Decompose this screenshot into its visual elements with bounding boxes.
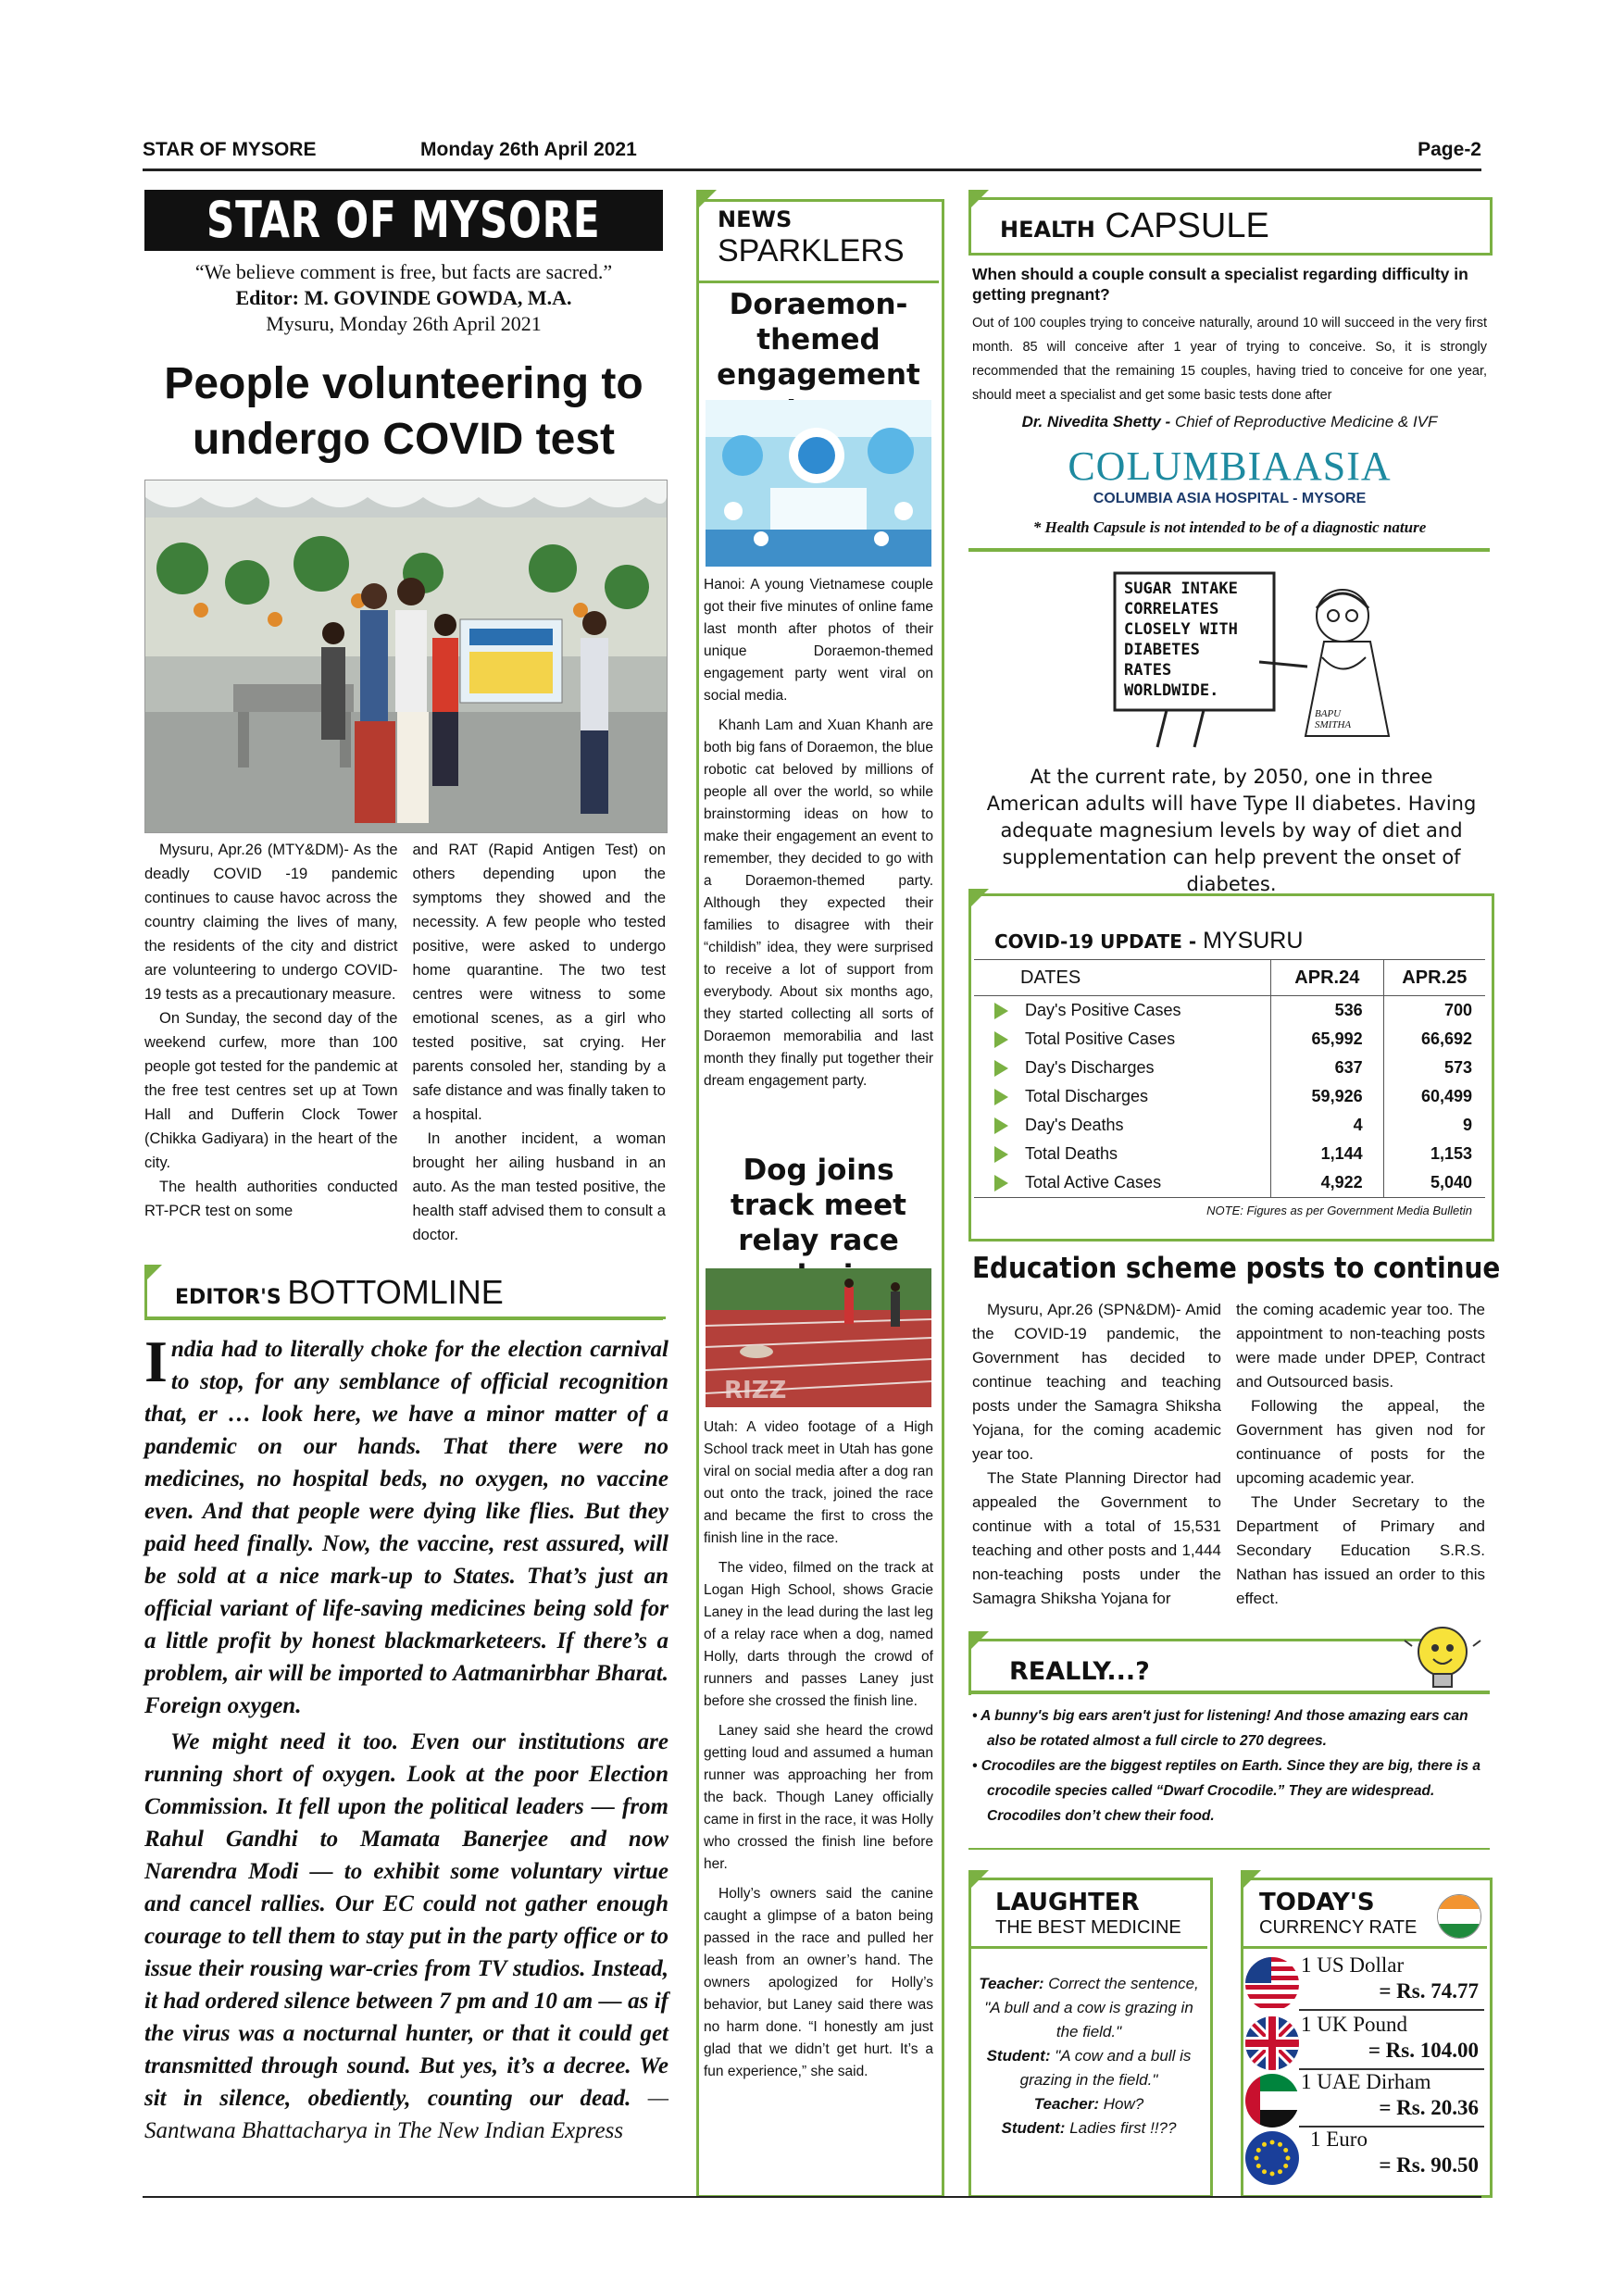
covid-row: Total Positive Cases 65,992 66,692 — [974, 1025, 1485, 1054]
covid-table — [974, 959, 1485, 1198]
col-header-apr24: APR.24 — [1271, 960, 1384, 996]
dateline: Mysuru, Monday 26th April 2021 — [266, 312, 542, 335]
education-paragraph: Mysuru, Apr.26 (SPN&DM)- Amid the COVID-19 pandemic, the Government has decided to continue teaching and teaching posts under the Samagra Shiksha Yojana, for the coming academic year too. — [972, 1301, 1221, 1463]
header-paper-name: STAR OF MYSORE — [143, 139, 317, 160]
education-body — [972, 1298, 1485, 1611]
green-corner-marker — [1241, 1870, 1261, 1890]
education-column-2 — [1236, 1298, 1485, 1611]
covid-row: Total Discharges 59,926 60,499 — [974, 1082, 1485, 1111]
green-corner-marker — [968, 190, 989, 210]
lead-story-column-2 — [413, 838, 667, 1250]
story-paragraph: Holly’s owners said the canine caught a glimpse of a baton being passed in the race and pulled her leash from an owner’s hand. The owners apologized for Holly’s behavior, but Laney said there was no harm done. “I honestly am just glad that we didn’t get hurt. It’s a fun experience,” she said. — [704, 1886, 933, 2079]
joke-line: Student: Ladies first !!?? — [1001, 2119, 1177, 2137]
covid-table-header — [974, 960, 1485, 996]
education-paragraph: the coming academic year too. The appointment to non-teaching posts were made under DPEP, Contract and Outsourced basis. — [1236, 1301, 1485, 1391]
green-corner-marker — [696, 190, 717, 210]
doraemon-party-photo — [706, 400, 931, 567]
editors-bottomline-title-box — [144, 1265, 666, 1319]
dog-race-headline: Dog joins track meet relay race — [731, 1154, 906, 1257]
health-capsule-label: HEALTH CAPSULE — [1000, 206, 1269, 245]
health-doctor — [972, 413, 1487, 431]
us-flag-icon — [1245, 1957, 1299, 2011]
covid-row: Total Active Cases 4,922 5,040 — [974, 1168, 1485, 1198]
news-sparklers-label: NEWS SPARKLERS — [718, 206, 905, 268]
health-disclaimer: * Health Capsule is not intended to be of a diagnostic nature — [1032, 518, 1427, 536]
really-facts — [972, 1703, 1486, 1828]
covid-row: Day's Positive Cases 536 700 — [974, 996, 1485, 1026]
dog-race-photo — [706, 1268, 931, 1407]
cartoon-signature: BAPU SMITHA — [1315, 708, 1352, 730]
cartoon-board-text: SUGAR INTAKE CORRELATES CLOSELY WITH DIABETES RATES WORLDWIDE. — [1124, 580, 1238, 700]
currency-rule — [1243, 1946, 1487, 1949]
footer-rule — [143, 2196, 1481, 2198]
story-paragraph: Khanh Lam and Xuan Khanh are both big fans of Doraemon, the blue robotic cat beloved by millions of people all over the world, so while brainstorming ideas on how to make their engagement an event to remember, they decided to go with a Doraemon-themed party. Although they expected their families to disagree with their “childish” idea, they were surprised to receive a lot of support from everybody. About six months ago, they started collecting all sorts of Doraemon memorabilia and last month they finally put together their dream engagement party. — [704, 718, 933, 1089]
editorial-paragraph-2: We might need it too. Even our institutions are running short of oxygen. Look at the poor Election Commission. It fell upon the political leaders — from Rahul Gandhi to Mamata Banerjee and now Narendra Modi — to exhibit some voluntary virtue and cancel rallies. Our EC could not gather enough courage to tell them to stay put in the party office or to issue their rousing war-cries from TV studios. Instead, it had ordered silence between 7 pm and 10 am — as if the virus was a nocturnal hunter, or that it could get transmitted through sound. But yes, it’s a decree. We sit in silence, obediently, counting our dead. —Santwana Bhattacharya in The New Indian Express — [144, 1729, 668, 2143]
page-header — [143, 139, 1481, 167]
green-corner-marker — [968, 1631, 989, 1652]
story-paragraph: Hanoi: A young Vietnamese couple got their five minutes of online fame last month after photos of their unique Doraemon-themed engagement party went viral on social media. — [704, 577, 933, 704]
education-paragraph: Following the appeal, the Government has given nod for continuance of posts for the upcoming academic year. — [1236, 1397, 1485, 1487]
masthead-title: STAR OF MYSORE — [144, 190, 663, 251]
covid-row: Total Deaths 1,144 1,153 — [974, 1140, 1485, 1168]
doraemon-headline: Doraemon-themed engagement — [717, 288, 920, 392]
lead-story-column-1 — [144, 838, 398, 1250]
editorial-paragraph-1: India had to literally choke for the election carnival to stop, for any semblance of official recognition that, er … look here, we have a minor matter of a pandemic on our hands. That there were no medicines, no hospital beds, no oxygen, no vaccine even. And that people were dying like flies. But they paid heed finally. Now, the vaccine, rest assured, will be sold at a nice mark-up to States. That’s just an official variant of life-saving medicines being sold for a little profit by honest blackmarketeers. If there’s a problem, air will be imported to Aatmanirbhar Bharat. Foreign oxygen. — [144, 1329, 668, 1718]
col-header-apr25: APR.25 — [1383, 960, 1485, 996]
eu-flag-icon — [1245, 2131, 1299, 2185]
currency-list — [1245, 1953, 1484, 2190]
dropcap: I — [144, 1329, 168, 1394]
doraemon-story — [704, 574, 933, 1100]
doctor-name: Dr. Nivedita Shetty - — [1021, 413, 1171, 430]
really-bottom-rule — [968, 1848, 1490, 1850]
covid-update-label: COVID-19 UPDATE - MYSURU — [994, 928, 1304, 954]
laughter-joke — [978, 1972, 1200, 2140]
really-fact: • A bunny's big ears aren't just for listening! And those amazing ears can also be rotated almost a full circle to 270 degrees. — [972, 1708, 1468, 1749]
health-rule — [968, 253, 1490, 256]
editors-bottomline-label: EDITOR'S BOTTOMLINE — [175, 1273, 504, 1311]
hospital-name: COLUMBIA ASIA HOSPITAL - MYSORE — [1093, 491, 1367, 506]
diabetes-cartoon — [1111, 569, 1444, 750]
lead-story-body — [144, 838, 666, 1250]
lead-headline: People volunteering to undergo COVID test — [164, 359, 643, 464]
dog-race-story — [704, 1416, 933, 2090]
joke-line: Student: "A cow and a bull is grazing in the field." — [986, 2047, 1192, 2089]
currency-name: 1 UAE Dirham — [1301, 2070, 1431, 2093]
uae-flag-icon — [1245, 2074, 1299, 2128]
health-bottom-rule — [968, 548, 1490, 552]
lightbulb-icon — [1403, 1618, 1482, 1698]
really-label: REALLY...? — [1009, 1657, 1150, 1686]
education-paragraph: The State Planning Director had appealed the Government to continue with a total of 15,531 teaching and other posts and 1,444 non-teaching posts under the Samagra Shiksha Yojana for — [972, 1469, 1221, 1607]
covid-row: Day's Deaths 4 9 — [974, 1111, 1485, 1140]
joke-line: Teacher: Correct the sentence, "A bull and a cow is grazing in the field." — [979, 1975, 1199, 2040]
education-column-1 — [972, 1298, 1221, 1611]
arrow-icon — [994, 1031, 1008, 1048]
editors-bottomline-rule — [144, 1316, 663, 1320]
currency-value: = Rs. 104.00 — [1368, 2039, 1479, 2062]
lead-paragraph: On Sunday, the second day of the weekend curfew, more than 100 people got tested for the pandemic at the free test centres set up at Town Hall and Dufferin Clock Tower (Chikka Gadiyara) in the heart of the city. — [144, 1010, 398, 1171]
currency-label: TODAY'S CURRENCY RATE — [1259, 1889, 1418, 1938]
green-corner-marker — [968, 1870, 989, 1890]
arrow-icon — [994, 1060, 1008, 1077]
india-flag-icon — [1437, 1894, 1481, 1939]
motto: “We believe comment is free, but facts are sacred.” — [194, 260, 613, 283]
laughter-label: LAUGHTER THE BEST MEDICINE — [995, 1889, 1181, 1938]
story-paragraph: Utah: A video footage of a High School track meet in Utah has gone viral on social media after a dog ran out onto the track, joined the race and became the first to cross the finish line in the race. — [704, 1419, 933, 1546]
cartoon-caption: At the current rate, by 2050, one in three American adults will have Type II diabetes. Having adequate magnesium levels by way of diet and supplementation can help prevent the onset of diabetes. — [986, 766, 1477, 895]
education-headline: Education scheme posts to continue — [972, 1252, 1501, 1285]
header-date: Monday 26th April 2021 — [420, 139, 637, 160]
covid-note: NOTE: Figures as per Government Media Bulletin — [1206, 1204, 1472, 1217]
col-header-dates: DATES — [1020, 967, 1081, 988]
masthead-info — [144, 259, 663, 337]
track-lettering: RIZZ — [724, 1377, 787, 1404]
header-rule — [143, 168, 1481, 171]
sparklers-rule — [699, 281, 939, 283]
joke-line: Teacher: How? — [1033, 2095, 1144, 2113]
currency-divider — [1299, 2009, 1484, 2011]
currency-value: = Rs. 20.36 — [1379, 2096, 1479, 2119]
green-corner-marker — [968, 889, 989, 909]
laughter-rule — [971, 1946, 1207, 1949]
health-question: When should a couple consult a specialist regarding difficulty in getting pregnant? — [972, 265, 1468, 304]
lead-paragraph: The health authorities conducted RT-PCR test on some — [144, 1179, 398, 1219]
editor-line: Editor: M. GOVINDE GOWDA, M.A. — [235, 286, 572, 309]
story-paragraph: The video, filmed on the track at Logan High School, shows Gracie Laney in the lead during the last leg of a relay race when a dog, named Holly, darts through the crowd of runners and passes Laney just before she crossed the finish line. — [704, 1560, 933, 1709]
currency-value: = Rs. 74.77 — [1379, 1979, 1479, 2003]
really-fact: • Crocodiles are the biggest reptiles on Earth. Since they are big, there is a crocodile species called “Dwarf Crocodile.” They are widespread. Crocodiles don’t chew their food. — [972, 1758, 1480, 1824]
story-paragraph: Laney said she heard the crowd getting loud and assumed a human runner was approaching her from the back. Though Laney officially came in first in the race, it was Holly who crossed the finish line before her. — [704, 1723, 933, 1872]
education-paragraph: The Under Secretary to the Department of Primary and Secondary Education S.R.S. Nathan has issued an order to this effect. — [1236, 1493, 1485, 1607]
currency-value: = Rs. 90.50 — [1379, 2153, 1479, 2177]
editorial-text — [144, 1329, 668, 2147]
arrow-icon — [994, 1175, 1008, 1192]
arrow-icon — [994, 1117, 1008, 1134]
currency-name: 1 Euro — [1310, 2128, 1368, 2151]
health-answer: Out of 100 couples trying to conceive naturally, around 10 will succeed in the very first month. 85 will conceive after 1 year of trying to conceive. So, it is strongly recommended that the remaining 15 couples, having tried to conceive for one year, should meet a specialist and get some basic tests done after — [972, 316, 1487, 403]
covid-table-wrap — [974, 959, 1485, 1217]
currency-name: 1 UK Pound — [1301, 2013, 1408, 2036]
arrow-icon — [994, 1089, 1008, 1105]
covid-row: Day's Discharges 637 573 — [974, 1054, 1485, 1082]
uk-flag-icon — [1245, 2016, 1299, 2070]
columbia-asia-logo: COLUMBIAASIA — [1068, 443, 1392, 489]
currency-name: 1 US Dollar — [1301, 1953, 1405, 1977]
lead-paragraph: and RAT (Rapid Antigen Test) on others depending upon the symptoms they showed and the necessity. A few people who tested positive, were asked to undergo home quarantine. The two test centres were witness to some emotional scenes, as a girl who tested positive, sat crying. Her parents consoled her, standing by a safe distance and was finally taken to a hospital. — [412, 842, 666, 1123]
doctor-title: Chief of Reproductive Medicine & IVF — [1174, 413, 1438, 430]
covid-test-photo — [144, 480, 668, 833]
lead-paragraph: Mysuru, Apr.26 (MTY&DM)- As the deadly COVID -19 pandemic continues to cause havoc across the country claiming the lives of many, the residents of the city and district are volunteering to undergo COVID-19 tests as a precautionary measure. — [144, 842, 398, 1003]
green-corner-marker — [147, 1265, 162, 1279]
editorial-byline: —Santwana Bhattacharya in The New Indian Express — [144, 2086, 668, 2143]
lead-paragraph: In another incident, a woman brought her ailing husband in an auto. As the man tested positive, the health staff advised them to consult a doctor. — [412, 1130, 666, 1243]
arrow-icon — [994, 1146, 1008, 1163]
arrow-icon — [994, 1003, 1008, 1019]
header-page-number: Page-2 — [1418, 139, 1481, 160]
